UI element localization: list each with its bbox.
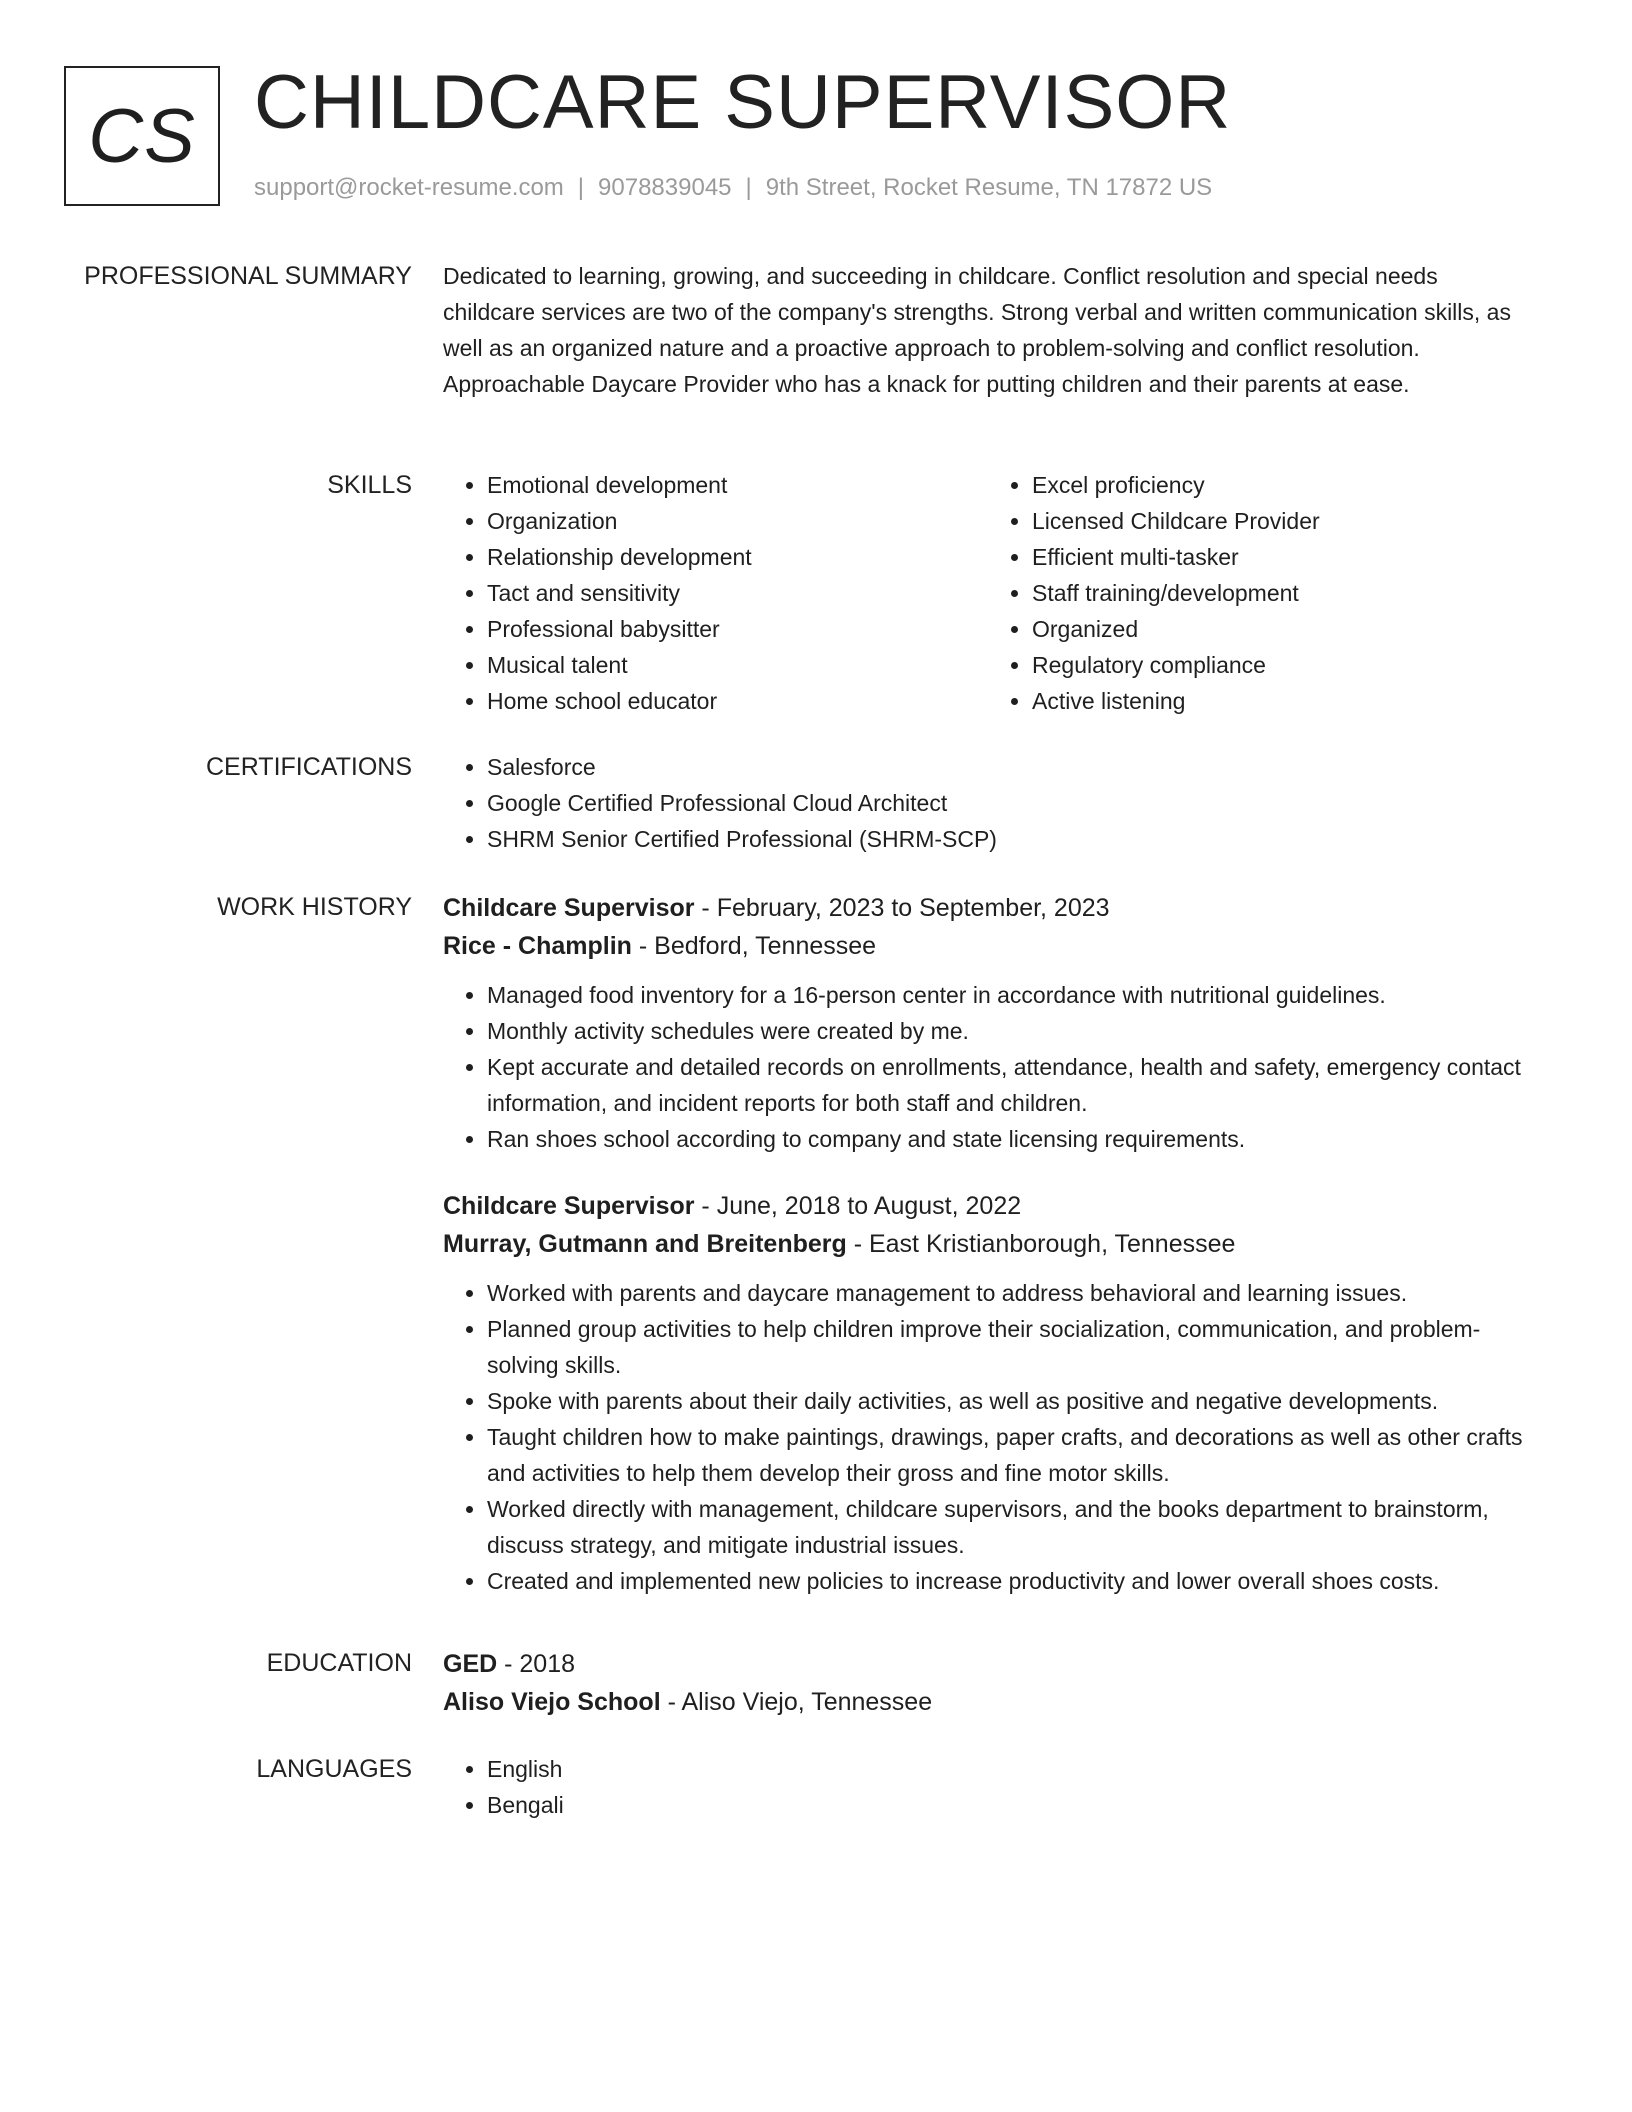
monogram-initials: CS <box>64 66 220 206</box>
education-degree-line <box>443 1645 1533 1683</box>
section-label-skills: SKILLS <box>327 471 412 499</box>
certification-item: • Google Certified Professional Cloud Architect <box>487 785 1533 821</box>
contact-phone: 9078839045 <box>598 174 732 201</box>
job-title-line <box>443 1187 1533 1225</box>
job-location: - East Kristianborough, Tennessee <box>846 1230 1236 1258</box>
contact-email: support@rocket-resume.com <box>254 174 564 201</box>
education-degree: GED <box>443 1650 498 1678</box>
language-item: • English <box>487 1751 1533 1787</box>
job-bullet: • Worked with parents and daycare management to address behavioral and learning issues. <box>487 1275 1533 1311</box>
skill-item: • Relationship development <box>487 539 988 575</box>
summary-text: Dedicated to learning, growing, and succeeding in childcare. Conflict resolution and special needs childcare services are two of the company's strengths. Strong verbal and written communication skills, as well as an organized nature and a proactive approach to problem-solving and conflict resolution. Approachable Daycare Provider who has a knack for putting children and their parents at ease. <box>443 263 1511 397</box>
job-title: Childcare Supervisor <box>443 1192 695 1220</box>
skills-list-right <box>988 467 1533 719</box>
job-entry <box>443 889 1533 1157</box>
job-bullet: • Spoke with parents about their daily activities, as well as positive and negative developments. <box>487 1383 1533 1419</box>
certifications-body <box>443 749 1533 857</box>
section-label-summary: PROFESSIONAL SUMMARY <box>84 262 412 290</box>
job-title-line <box>443 889 1533 927</box>
work-history-body <box>443 889 1533 1629</box>
section-label-certifications: CERTIFICATIONS <box>205 753 412 781</box>
contact-address: 9th Street, Rocket Resume, TN 17872 US <box>765 174 1213 201</box>
job-bullet: • Planned group activities to help children improve their socialization, communication, and problem-solving skills. <box>487 1311 1533 1383</box>
language-item: • Bengali <box>487 1787 1533 1823</box>
job-bullet: • Ran shoes school according to company and state licensing requirements. <box>487 1121 1533 1157</box>
skill-item: • Efficient multi-tasker <box>1032 539 1533 575</box>
education-year: - 2018 <box>497 1650 576 1678</box>
job-title: Childcare Supervisor <box>443 894 695 922</box>
skill-item: • Home school educator <box>487 683 988 719</box>
skills-list-left <box>443 467 988 719</box>
job-bullet: • Created and implemented new policies to increase productivity and lower overall shoes costs. <box>487 1563 1533 1599</box>
certifications-list <box>443 749 1533 857</box>
contact-line <box>254 173 1212 203</box>
skill-item: • Professional babysitter <box>487 611 988 647</box>
job-bullets <box>443 977 1533 1157</box>
job-bullet: • Taught children how to make paintings, drawings, paper crafts, and decorations as well as other crafts and activities to help them develop their gross and fine motor skills. <box>487 1419 1533 1491</box>
section-label-work-history: WORK HISTORY <box>217 893 412 921</box>
section-label-education: EDUCATION <box>266 1649 412 1677</box>
section-label-languages: LANGUAGES <box>256 1755 412 1783</box>
education-body <box>443 1645 1533 1721</box>
skill-item: • Emotional development <box>487 467 988 503</box>
skill-item: • Musical talent <box>487 647 988 683</box>
job-bullet: • Worked directly with management, childcare supervisors, and the books department to brainstorm, discuss strategy, and mitigate industrial issues. <box>487 1491 1533 1563</box>
job-dates: - June, 2018 to August, 2022 <box>694 1192 1022 1220</box>
skill-item: • Licensed Childcare Provider <box>1032 503 1533 539</box>
job-bullet: • Monthly activity schedules were created by me. <box>487 1013 1533 1049</box>
skill-item: • Active listening <box>1032 683 1533 719</box>
job-company-line <box>443 927 1533 965</box>
job-dates: - February, 2023 to September, 2023 <box>694 894 1110 922</box>
job-company: Murray, Gutmann and Breitenberg <box>443 1230 847 1258</box>
languages-list <box>443 1751 1533 1823</box>
skill-item: • Organized <box>1032 611 1533 647</box>
skill-item: • Excel proficiency <box>1032 467 1533 503</box>
job-company: Rice - Champlin <box>443 932 632 960</box>
education-school-line <box>443 1683 1533 1721</box>
job-bullets <box>443 1275 1533 1599</box>
job-location: - Bedford, Tennessee <box>631 932 877 960</box>
education-location: - Aliso Viejo, Tennessee <box>660 1688 933 1716</box>
skill-item: • Organization <box>487 503 988 539</box>
skill-item: • Staff training/development <box>1032 575 1533 611</box>
job-company-line <box>443 1225 1533 1263</box>
certification-item: • Salesforce <box>487 749 1533 785</box>
job-bullet: • Managed food inventory for a 16-person center in accordance with nutritional guidelines. <box>487 977 1533 1013</box>
contact-separator: | <box>577 174 585 201</box>
job-entry <box>443 1187 1533 1599</box>
certification-item: • SHRM Senior Certified Professional (SHRM-SCP) <box>487 821 1533 857</box>
languages-body <box>443 1751 1533 1823</box>
education-school: Aliso Viejo School <box>443 1688 661 1716</box>
skill-item: • Regulatory compliance <box>1032 647 1533 683</box>
skills-columns <box>443 467 1533 719</box>
resume-name-title: CHILDCARE SUPERVISOR <box>254 60 1232 145</box>
skill-item: • Tact and sensitivity <box>487 575 988 611</box>
contact-separator: | <box>745 174 752 201</box>
job-bullet: • Kept accurate and detailed records on enrollments, attendance, health and safety, emergency contact information, and incident reports for both staff and children. <box>487 1049 1533 1121</box>
